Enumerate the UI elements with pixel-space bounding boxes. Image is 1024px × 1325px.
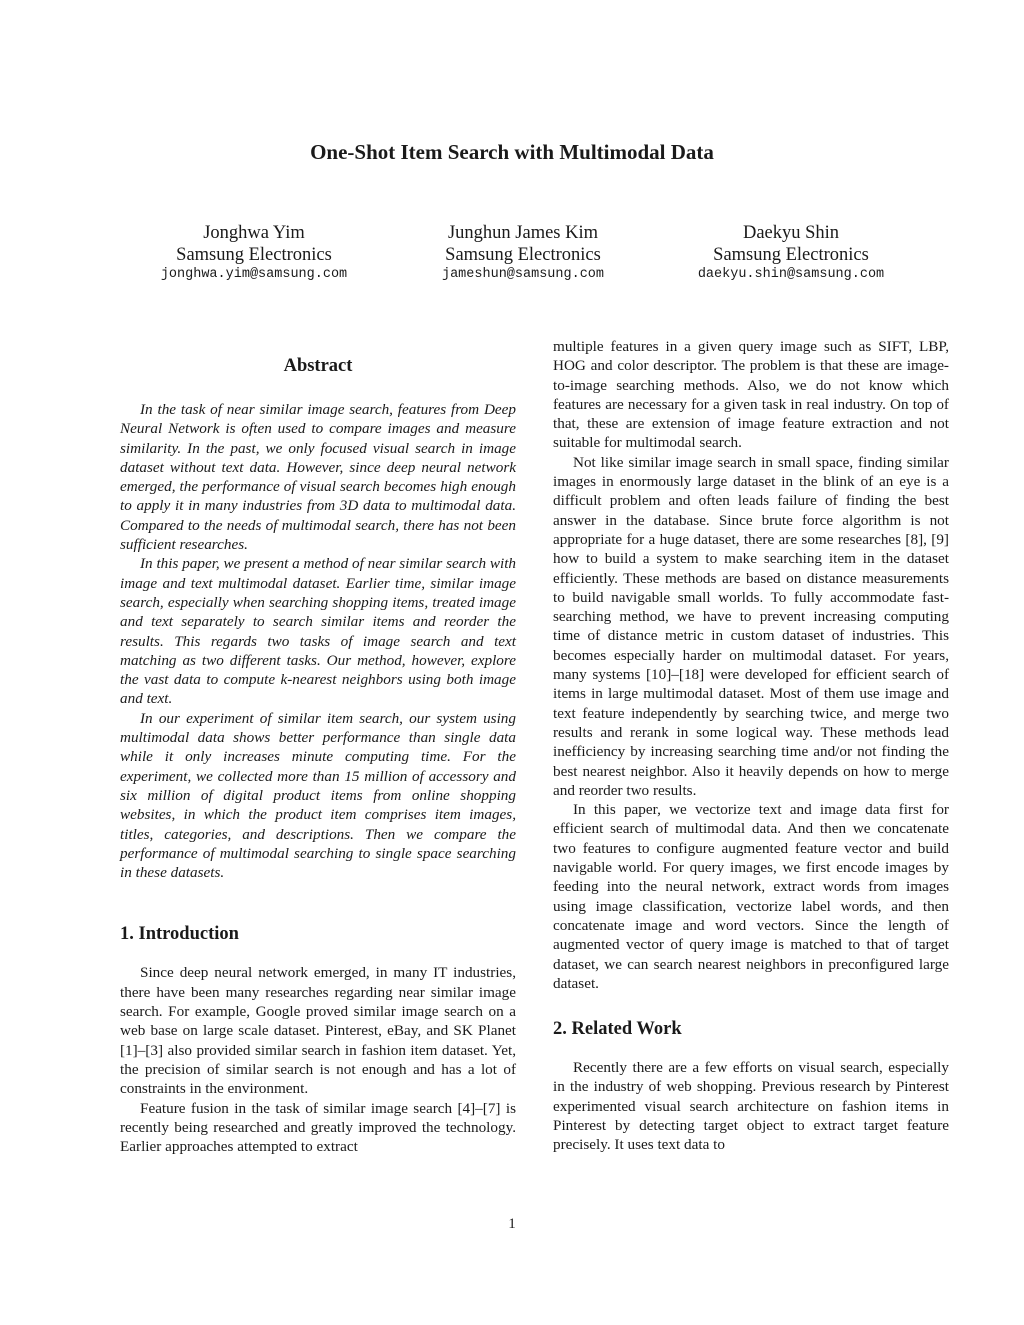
author-affiliation: Samsung Electronics	[445, 245, 601, 265]
author-email: jameshun@samsung.com	[441, 267, 605, 282]
right-column	[553, 337, 949, 1155]
author-name: Daekyu Shin	[742, 223, 840, 243]
introduction-section	[120, 924, 516, 1156]
body-paragraph: Not like similar image search in small space, finding similar images in enormously large dataset in the blink of an eye is a difficult problem and often leads failure of finding the best answer in the database. Since brute force algorithm is not appropriate for a huge dataset, there are some researches [8], [9] how to build a system to make searching item in the dataset efficiently. These methods are based on distance measurements to build navigable small worlds. To fully accommodate fast-searching method, we have to prevent increasing computing time of distance metric in custom dataset of industries. This becomes especially harder on multimodal dataset. For years, many systems [10]–[18] were developed for efficient search of items in large multimodal dataset. Most of them use image and text feature independently by searching twice, and merge two results and rerank in some logical way. These methods lead inefficiency by increasing searching time and/or not finding the best nearest neighbor. Also it heavily depends on how to merge and reorder two results.	[553, 453, 949, 799]
related-work-section	[553, 1019, 949, 1154]
body-paragraph: Recently there are a few efforts on visual search, especially in the industry of web shopping. Previous research by Pinterest experimented visual search architecture on fashion items in Pinterest by detecting target object to extract target feature precisely. It uses text data to	[553, 1059, 949, 1154]
author-affiliation: Samsung Electronics	[176, 245, 332, 265]
abstract-paragraph: In our experiment of similar item search, our system using multimodal data shows better performance than single data while it only increases minute computing time. For the experiment, we collected more than 15 million of accessory and six million of digital product items from online shopping websites, in which the product item comprises item images, titles, categories, and descriptions. Then we compare the performance of multimodal searching to single space searching in these datasets.	[120, 709, 516, 882]
abstract-paragraph: In this paper, we present a method of near similar search with image and text multimodal dataset. Earlier time, similar image search, especially when searching shopping items, treated image and text separately to search similar items and reorder the results. This regards two tasks of image search and text matching as two different tasks. Our method, however, explore the vast data to compute k-nearest neighbors using both image and text.	[120, 555, 517, 708]
body-paragraph: Feature fusion in the task of similar image search [4]–[7] is recently being researched and greatly improved the technology. Earlier approaches attempted to extract	[120, 1099, 516, 1156]
author-name: Junghun James Kim	[447, 223, 599, 243]
author-block-3	[651, 222, 931, 284]
abstract-heading: Abstract	[283, 356, 353, 376]
page-number: 1	[508, 1216, 516, 1232]
introduction-heading: 1. Introduction	[120, 924, 239, 945]
abstract-paragraph: In the task of near similar image search, features from Deep Neural Network is often used to compare images and measure similarity. In the past, we only focused visual search in image dataset without text data. However, since deep neural network emerged, the performance of visual search becomes high enough to apply it in many industries from 3D data to multimodal data. Compared to the needs of multimodal search, there has not been sufficient researches.	[120, 401, 516, 554]
author-email: jonghwa.yim@samsung.com	[160, 267, 348, 282]
paper-title: One-Shot Item Search with Multimodal Data	[310, 140, 714, 164]
body-paragraph: multiple features in a given query image such as SIFT, LBP, HOG and color descriptor. The problem is that these are image-to-image searching methods. Also, we do not know which features are necessary for a given task in real industry. On top of that, these are extension of image feature extraction and not suitable for multimodal search.	[553, 338, 949, 452]
related-work-heading: 2. Related Work	[553, 1019, 682, 1040]
author-block-1	[114, 222, 394, 284]
author-affiliation: Samsung Electronics	[713, 245, 869, 265]
abstract-section	[120, 356, 516, 882]
author-email: daekyu.shin@samsung.com	[697, 267, 885, 282]
body-paragraph: Since deep neural network emerged, in many IT industries, there have been many researches regarding near similar image search. For example, Google proved similar image search on a web base on large scale dataset. Pinterest, eBay, and SK Planet [1]–[3] also provided similar search in fashion item dataset. Yet, the precision of similar search is not enough and has a lot of constraints in the environment.	[120, 964, 516, 1098]
body-paragraph: In this paper, we vectorize text and image data first for efficient search of multimodal data. And then we concatenate two features to configure augmented feature vector and build navigable world. For query images, we first encode images by feeding into the neural network, extract words from images using image classification, vectorize label words, and then concatenate image and word vectors. Since the length of augmented vector of query image is matched to that of target dataset, we can search nearest neighbors in preconfigured large dataset.	[553, 801, 949, 992]
left-column	[120, 337, 516, 1156]
author-block-2	[383, 222, 663, 284]
author-name: Jonghwa Yim	[203, 223, 305, 243]
